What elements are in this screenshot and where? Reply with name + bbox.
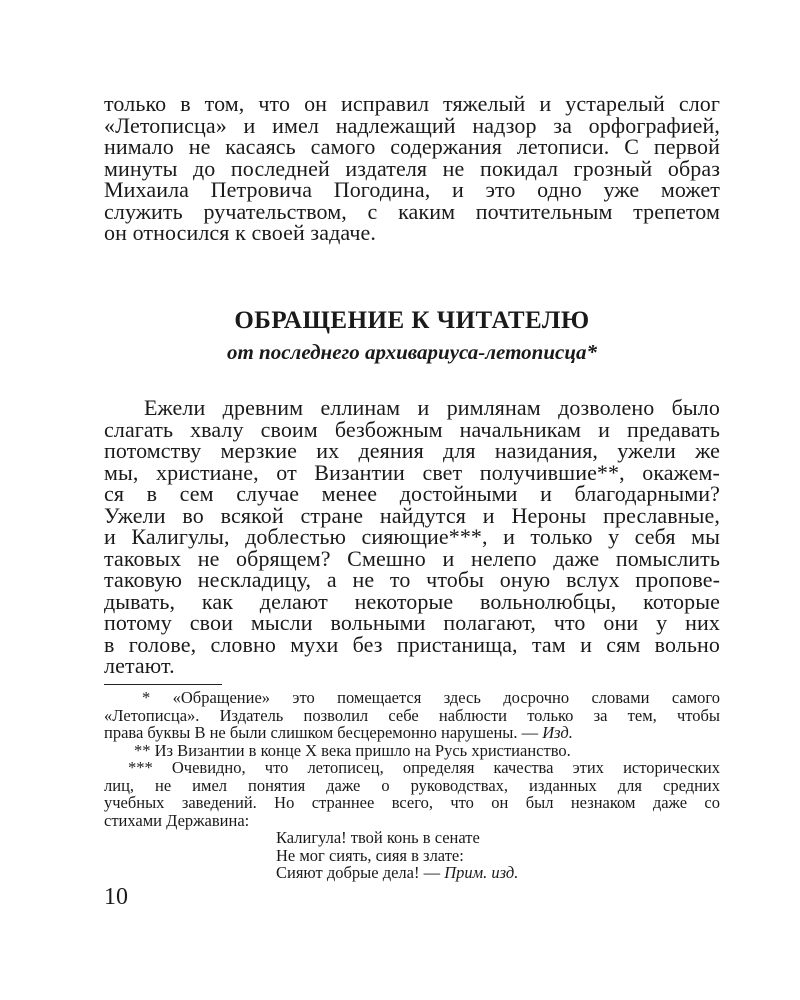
appeal-line: потомству мерзкие их деяния для назидания, ужели же xyxy=(104,438,720,463)
appeal-line: летают. xyxy=(104,653,175,678)
footnote-attribution: Изд. xyxy=(542,723,573,742)
intro-line: служить ручательством, с каким почтительным трепетом xyxy=(104,198,720,224)
section-heading: ОБРАЩЕНИЕ К ЧИТАТЕЛЮ xyxy=(234,307,590,334)
footnotes xyxy=(104,689,720,882)
footnote-line: * «Обращение» это помещается здесь досрочно словами самого xyxy=(142,688,720,707)
verse-line: Сияют добрые дела! — Прим. изд. xyxy=(276,863,519,882)
appeal-line: мы, христиане, от Византии свет получившие**, окажем- xyxy=(104,459,720,485)
appeal-line: в голове, словно мухи без пристанища, там и сям вольно xyxy=(104,631,720,657)
appeal-line: дывать, как делают некоторые вольнолюбцы, которые xyxy=(104,588,720,614)
appeal-line: ся в сем случае менее достойными и благодарными? xyxy=(104,481,720,506)
footnote-divider xyxy=(104,684,222,685)
appeal-line: слагать хвалу своим безбожным начальникам и предавать xyxy=(104,416,720,442)
intro-line: нимало не касаясь самого содержания летописи. С первой xyxy=(104,134,720,159)
intro-line: он относился к своей задаче. xyxy=(104,220,376,245)
footnote-line: «Летописца». Издатель позволил себе наблюсти только за тем, чтобы xyxy=(104,705,720,725)
footnote-line: *** Очевидно, что летописец, определяя качества этих исторических xyxy=(128,758,720,777)
appeal-paragraph xyxy=(104,397,720,677)
page-number: 10 xyxy=(104,884,128,910)
intro-line: только в том, что он исправил тяжелый и устарелый слог xyxy=(104,91,720,116)
footnote-line: лиц, не имел понятия даже о руководствах, изданных для средних xyxy=(104,775,720,795)
footnote-line: ** Из Византии в конце X века пришло на Русь христианство. xyxy=(134,740,571,760)
verse-line: Не мог сиять, сияя в злате: xyxy=(276,845,464,865)
section-subheading: от последнего архивариуса-летописца* xyxy=(226,340,598,364)
footnote-line: стихами Державина: xyxy=(104,810,250,830)
appeal-line: таковую нескладицу, а не то чтобы оную вслух пропове- xyxy=(104,567,720,592)
intro-paragraph xyxy=(104,93,720,244)
verse-quote xyxy=(104,829,720,882)
footnote-2 xyxy=(104,742,720,760)
footnote-line: учебных заведений. Но страннее всего, что он был незнаком даже со xyxy=(104,793,720,812)
appeal-line: Ежели древним еллинам и римлянам дозволено было xyxy=(144,395,720,420)
verse-attribution: Прим. изд. xyxy=(444,863,519,882)
footnote-line: права буквы В не были слишком бесцеремонно нарушены. — Изд. xyxy=(104,723,573,742)
intro-line: «Летописца» и имел надлежащий надзор за орфографией, xyxy=(104,112,720,138)
appeal-line: таковых не обрящем? Смешно и нелепо даже помыслить xyxy=(104,545,720,571)
footnote-3 xyxy=(104,759,720,829)
appeal-line: и Калигулы, доблестью сияющие***, и только у себя мы xyxy=(104,524,720,549)
footnote-1 xyxy=(104,689,720,742)
intro-line: Михаила Петровича Погодина, и это одно уже может xyxy=(104,177,720,202)
appeal-line: потому свои мысли вольными полагают, что они у них xyxy=(104,610,720,635)
verse-line: Калигула! твой конь в сенате xyxy=(276,828,480,847)
appeal-line: Ужели во всякой стране найдутся и Нероны преславные, xyxy=(104,502,720,528)
intro-line: минуты до последней издателя не покидал грозный образ xyxy=(104,155,720,181)
